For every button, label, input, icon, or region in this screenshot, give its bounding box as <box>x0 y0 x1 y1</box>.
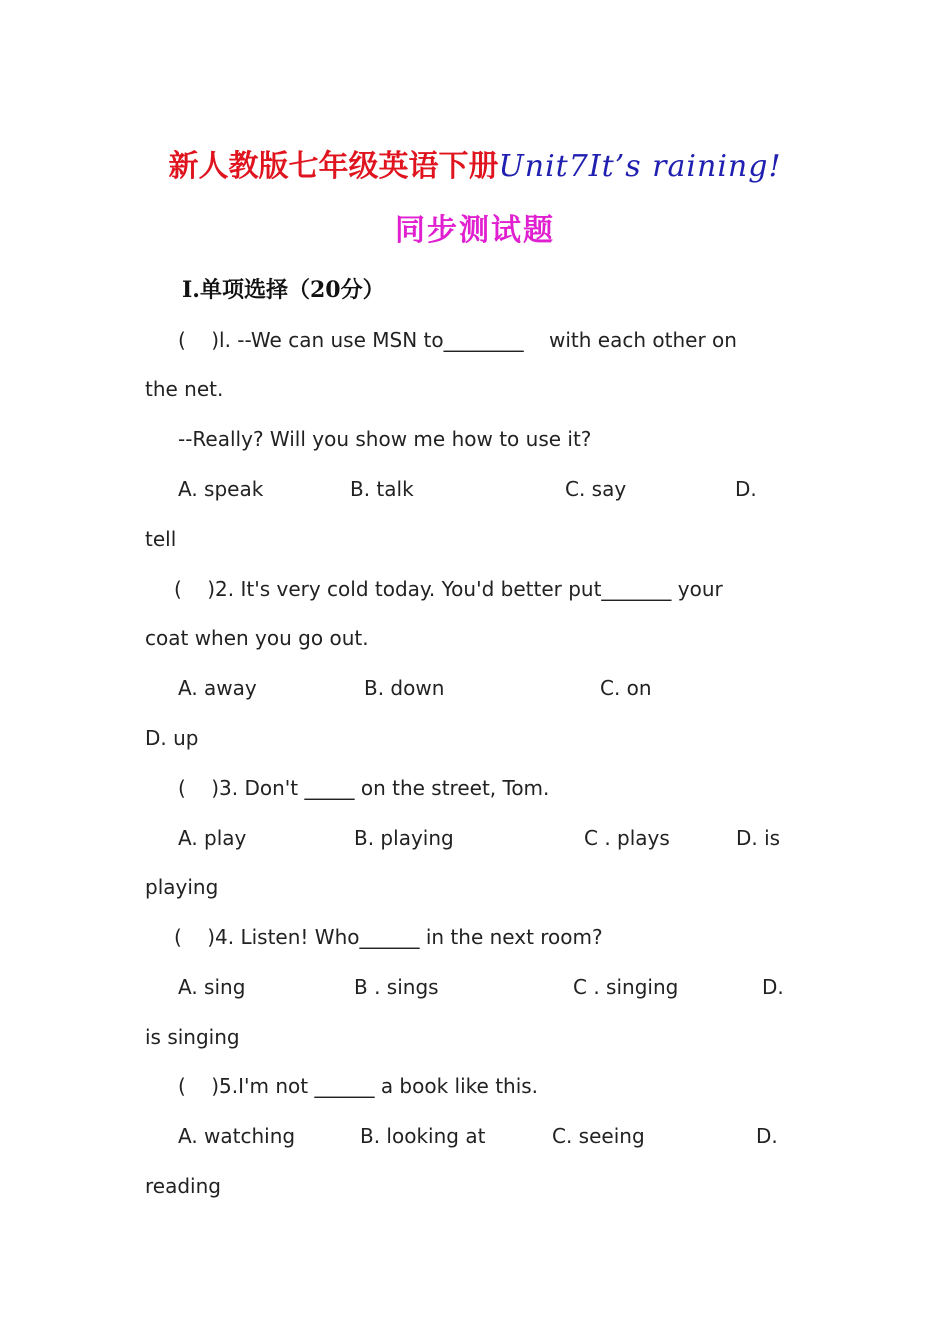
q1-option-c: C. say <box>565 477 627 501</box>
q4-option-a: A. sing <box>178 975 246 999</box>
q5-stem-line1: ( )5.I'm not ______ a book like this. <box>178 1074 539 1098</box>
q1-option-b: B. talk <box>350 477 414 501</box>
q3-option-d: D. is <box>736 826 781 850</box>
q4-option-d: D. <box>762 975 784 999</box>
q2-stem-line2: coat when you go out. <box>145 626 369 650</box>
q4-option-d-wrap: is singing <box>145 1025 240 1049</box>
title-english: Unit7It’s raining! <box>498 149 782 184</box>
q5-option-a: A. watching <box>178 1124 296 1148</box>
document-subtitle: 同步测试题 <box>395 213 555 248</box>
q1-stem-line1: ( )l. --We can use MSN to________ with each other on <box>178 328 737 352</box>
q1-option-d-wrap: tell <box>145 527 177 551</box>
q2-option-a: A. away <box>178 676 257 700</box>
q3-option-c: C . plays <box>584 826 670 850</box>
q1-option-a: A. speak <box>178 477 264 501</box>
q2-option-d: D. up <box>145 726 199 750</box>
q5-option-d: D. <box>756 1124 778 1148</box>
document-title <box>0 142 950 192</box>
section-heading: I.单项选择（20分） <box>182 277 385 303</box>
title-chinese: 新人教版七年级英语下册 <box>168 149 499 184</box>
q2-stem-line1: ( )2. It's very cold today. You'd better put_______ your <box>174 577 723 601</box>
q5-option-b: B. looking at <box>360 1124 486 1148</box>
q3-option-a: A. play <box>178 826 247 850</box>
q3-option-b: B. playing <box>354 826 454 850</box>
q4-option-b: B . sings <box>354 975 439 999</box>
q5-option-c: C. seeing <box>552 1124 645 1148</box>
q1-option-d: D. <box>735 477 757 501</box>
q2-option-c: C. on <box>600 676 652 700</box>
q3-option-d-wrap: playing <box>145 875 219 899</box>
q3-stem-line1: ( )3. Don't _____ on the street, Tom. <box>178 776 550 800</box>
q1-stem-line2: the net. <box>145 377 224 401</box>
q4-stem-line1: ( )4. Listen! Who______ in the next room? <box>174 925 603 949</box>
q4-option-c: C . singing <box>573 975 679 999</box>
q2-option-b: B. down <box>364 676 445 700</box>
q1-stem-line3: --Really? Will you show me how to use it? <box>178 427 592 451</box>
q5-option-d-wrap: reading <box>145 1174 221 1198</box>
